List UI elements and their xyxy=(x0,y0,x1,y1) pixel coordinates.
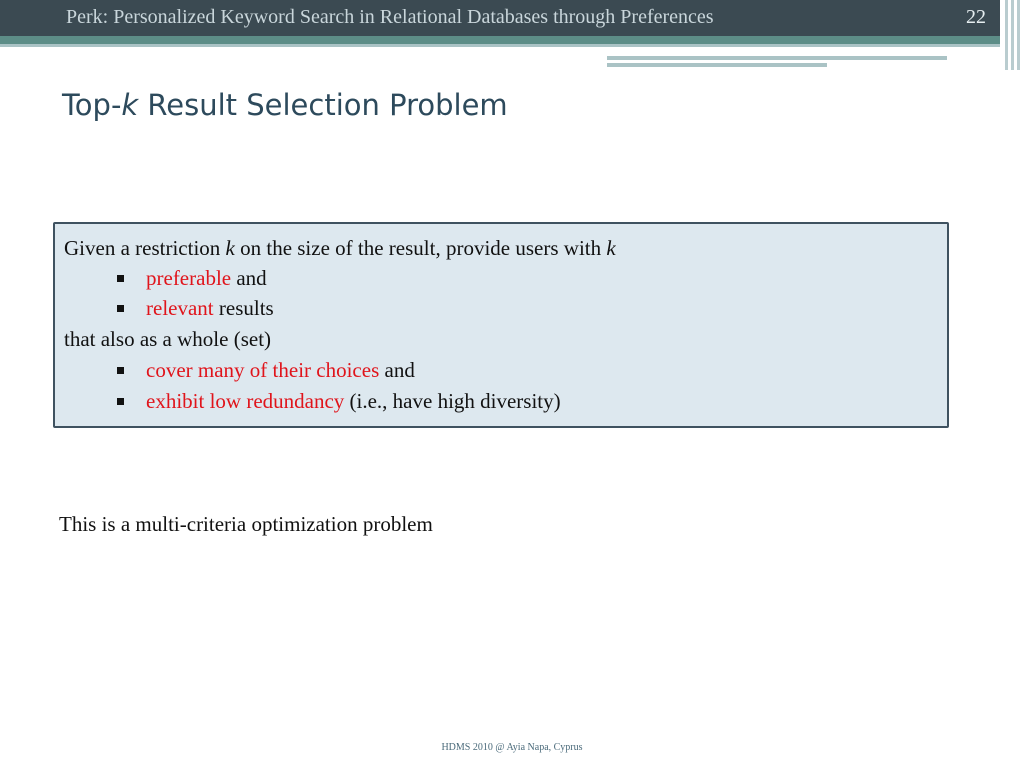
decor-rail-1 xyxy=(1005,0,1008,70)
decor-stripe-2 xyxy=(607,63,827,67)
bullet-diversity: exhibit low redundancy (i.e., have high diversity) xyxy=(146,389,561,413)
bullet-relevant: relevant results xyxy=(146,296,274,320)
slide-number: 22 xyxy=(966,6,986,28)
decor-rail-3 xyxy=(1017,0,1020,70)
square-bullet-icon xyxy=(117,398,124,405)
bullet-coverage: cover many of their choices and xyxy=(146,358,415,382)
decor-stripe-1 xyxy=(607,56,947,60)
header-accent-stripe xyxy=(0,36,1000,44)
square-bullet-icon xyxy=(117,305,124,312)
definition-intro: Given a restriction k on the size of the result, provide users with k xyxy=(64,236,616,260)
presentation-title: Perk: Personalized Keyword Search in Relational Databases through Preferences xyxy=(66,6,714,28)
summary-note: This is a multi-criteria optimization problem xyxy=(59,512,433,536)
header-light-stripe xyxy=(0,44,1000,47)
bullet-preferable: preferable and xyxy=(146,266,267,290)
square-bullet-icon xyxy=(117,367,124,374)
slide-title: Top-k Result Selection Problem xyxy=(62,88,508,122)
definition-box xyxy=(53,222,949,428)
footer: HDMS 2010 @ Ayia Napa, Cyprus xyxy=(441,742,583,753)
square-bullet-icon xyxy=(117,275,124,282)
definition-middle: that also as a whole (set) xyxy=(64,327,272,351)
decor-rail-2 xyxy=(1011,0,1014,70)
